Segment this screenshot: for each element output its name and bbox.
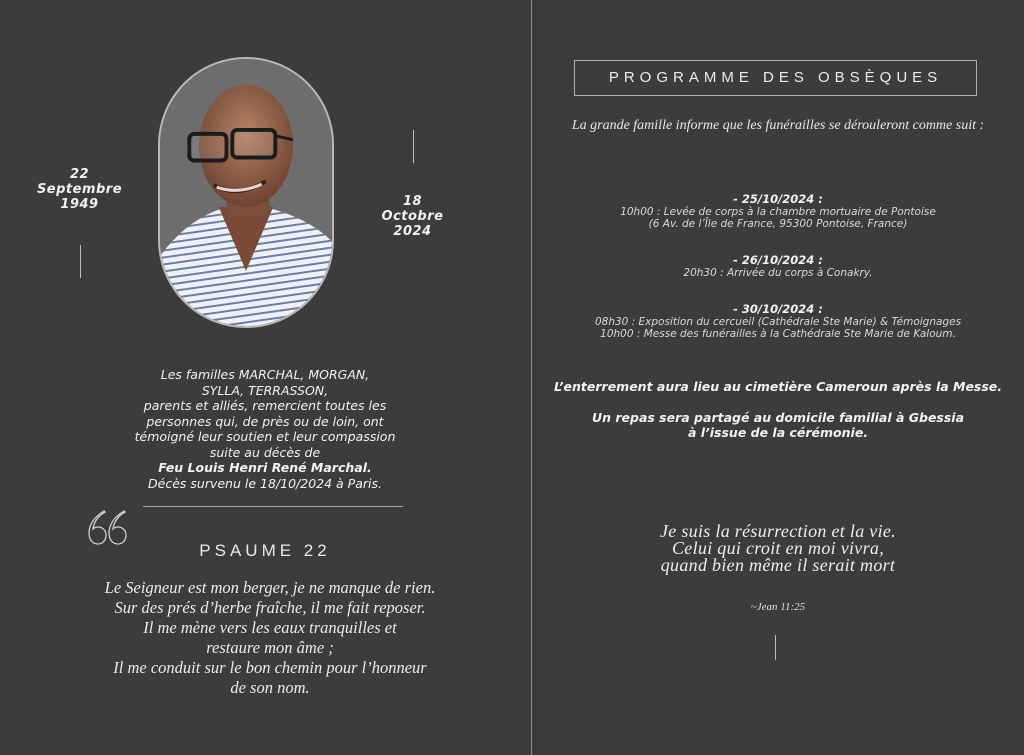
verse-line: quand bien même il serait mort [660,555,896,575]
right-panel [532,0,1024,755]
divider-line-left [80,245,81,278]
psalm-line: Il me conduit sur le bon chemin pour l’honneur [113,658,427,677]
event-detail: 10h00 : Levée de corps à la chambre mortuaire de Pontoise [620,205,936,218]
psalm-line: Le Seigneur est mon berger, je ne manque de rien. [104,578,436,597]
bible-verse [532,523,1024,574]
birth-day: 22 [69,167,90,182]
portrait-image [160,59,332,326]
verse-line: Je suis la résurrection et la vie. [660,521,896,541]
birth-date [22,167,137,212]
horizontal-divider [143,506,403,507]
burial-notice [532,379,1024,394]
program-intro: La grande famille informe que les funérailles se dérouleront comme suit : [571,118,985,133]
portrait-photo [158,57,334,328]
event-date: - 25/10/2024 : [733,192,823,206]
quote-open-icon [86,507,132,547]
notice-line: à l’issue de la cérémonie. [687,425,869,440]
event-date: - 26/10/2024 : [733,253,823,267]
death-month: Octobre [381,209,444,224]
event-detail: 10h00 : Messe des funérailles à la Cathédrale Ste Marie de Kaloum. [600,328,956,340]
thanks-message [90,367,440,491]
death-notice: Décès survenu le 18/10/2024 à Paris. [148,475,382,491]
divider-line-right [413,130,414,163]
notice-line: Un repas sera partagé au domicile familial à Gbessia [591,410,965,425]
thanks-line: témoigné leur soutien et leur compassion [134,429,396,444]
birth-year: 1949 [60,197,99,212]
psalm-line: restaure mon âme ; [206,638,334,657]
verse-line: Celui qui croit en moi vivra, [672,538,884,558]
death-date [360,194,465,239]
event-date: - 30/10/2024 : [733,302,823,316]
event-detail: 08h30 : Exposition du cercueil (Cathédrale Ste Marie) & Témoignages [594,315,962,328]
program-title: PROGRAMME DES OBSÈQUES [574,60,977,96]
thanks-line: suite au décès de [209,444,321,460]
deceased-name: Feu Louis Henri René Marchal. [158,460,372,475]
psalm-text [70,578,470,698]
death-day: 18 [402,194,423,209]
psalm-line: de son nom. [230,678,310,697]
thanks-line: parents et alliés, remercient toutes les [143,398,387,413]
divider-line-bottom [775,635,776,660]
event-detail: 20h30 : Arrivée du corps à Conakry. [683,266,873,279]
psalm-line: Il me mène vers les eaux tranquilles et [143,618,397,637]
thanks-line: personnes qui, de près ou de loin, ont [146,413,384,429]
event-item [532,303,1024,341]
birth-month: Septembre [36,182,123,197]
meal-notice [532,410,1024,440]
psalm-title: PSAUME 22 [199,541,331,560]
event-item [532,254,1024,279]
verse-reference: ~Jean 11:25 [750,601,806,613]
death-year: 2024 [393,224,432,239]
event-detail: (6 Av. de l’Île de France, 95300 Pontoise, France) [648,218,908,230]
thanks-line: SYLLA, TERRASSON, [201,382,329,398]
event-item [532,193,1024,231]
thanks-line: Les familles MARCHAL, MORGAN, [160,367,370,382]
notice-line: L’enterrement aura lieu au cimetière Cameroun après la Messe. [553,379,1003,394]
psalm-line: Sur des prés d’herbe fraîche, il me fait reposer. [114,598,426,617]
